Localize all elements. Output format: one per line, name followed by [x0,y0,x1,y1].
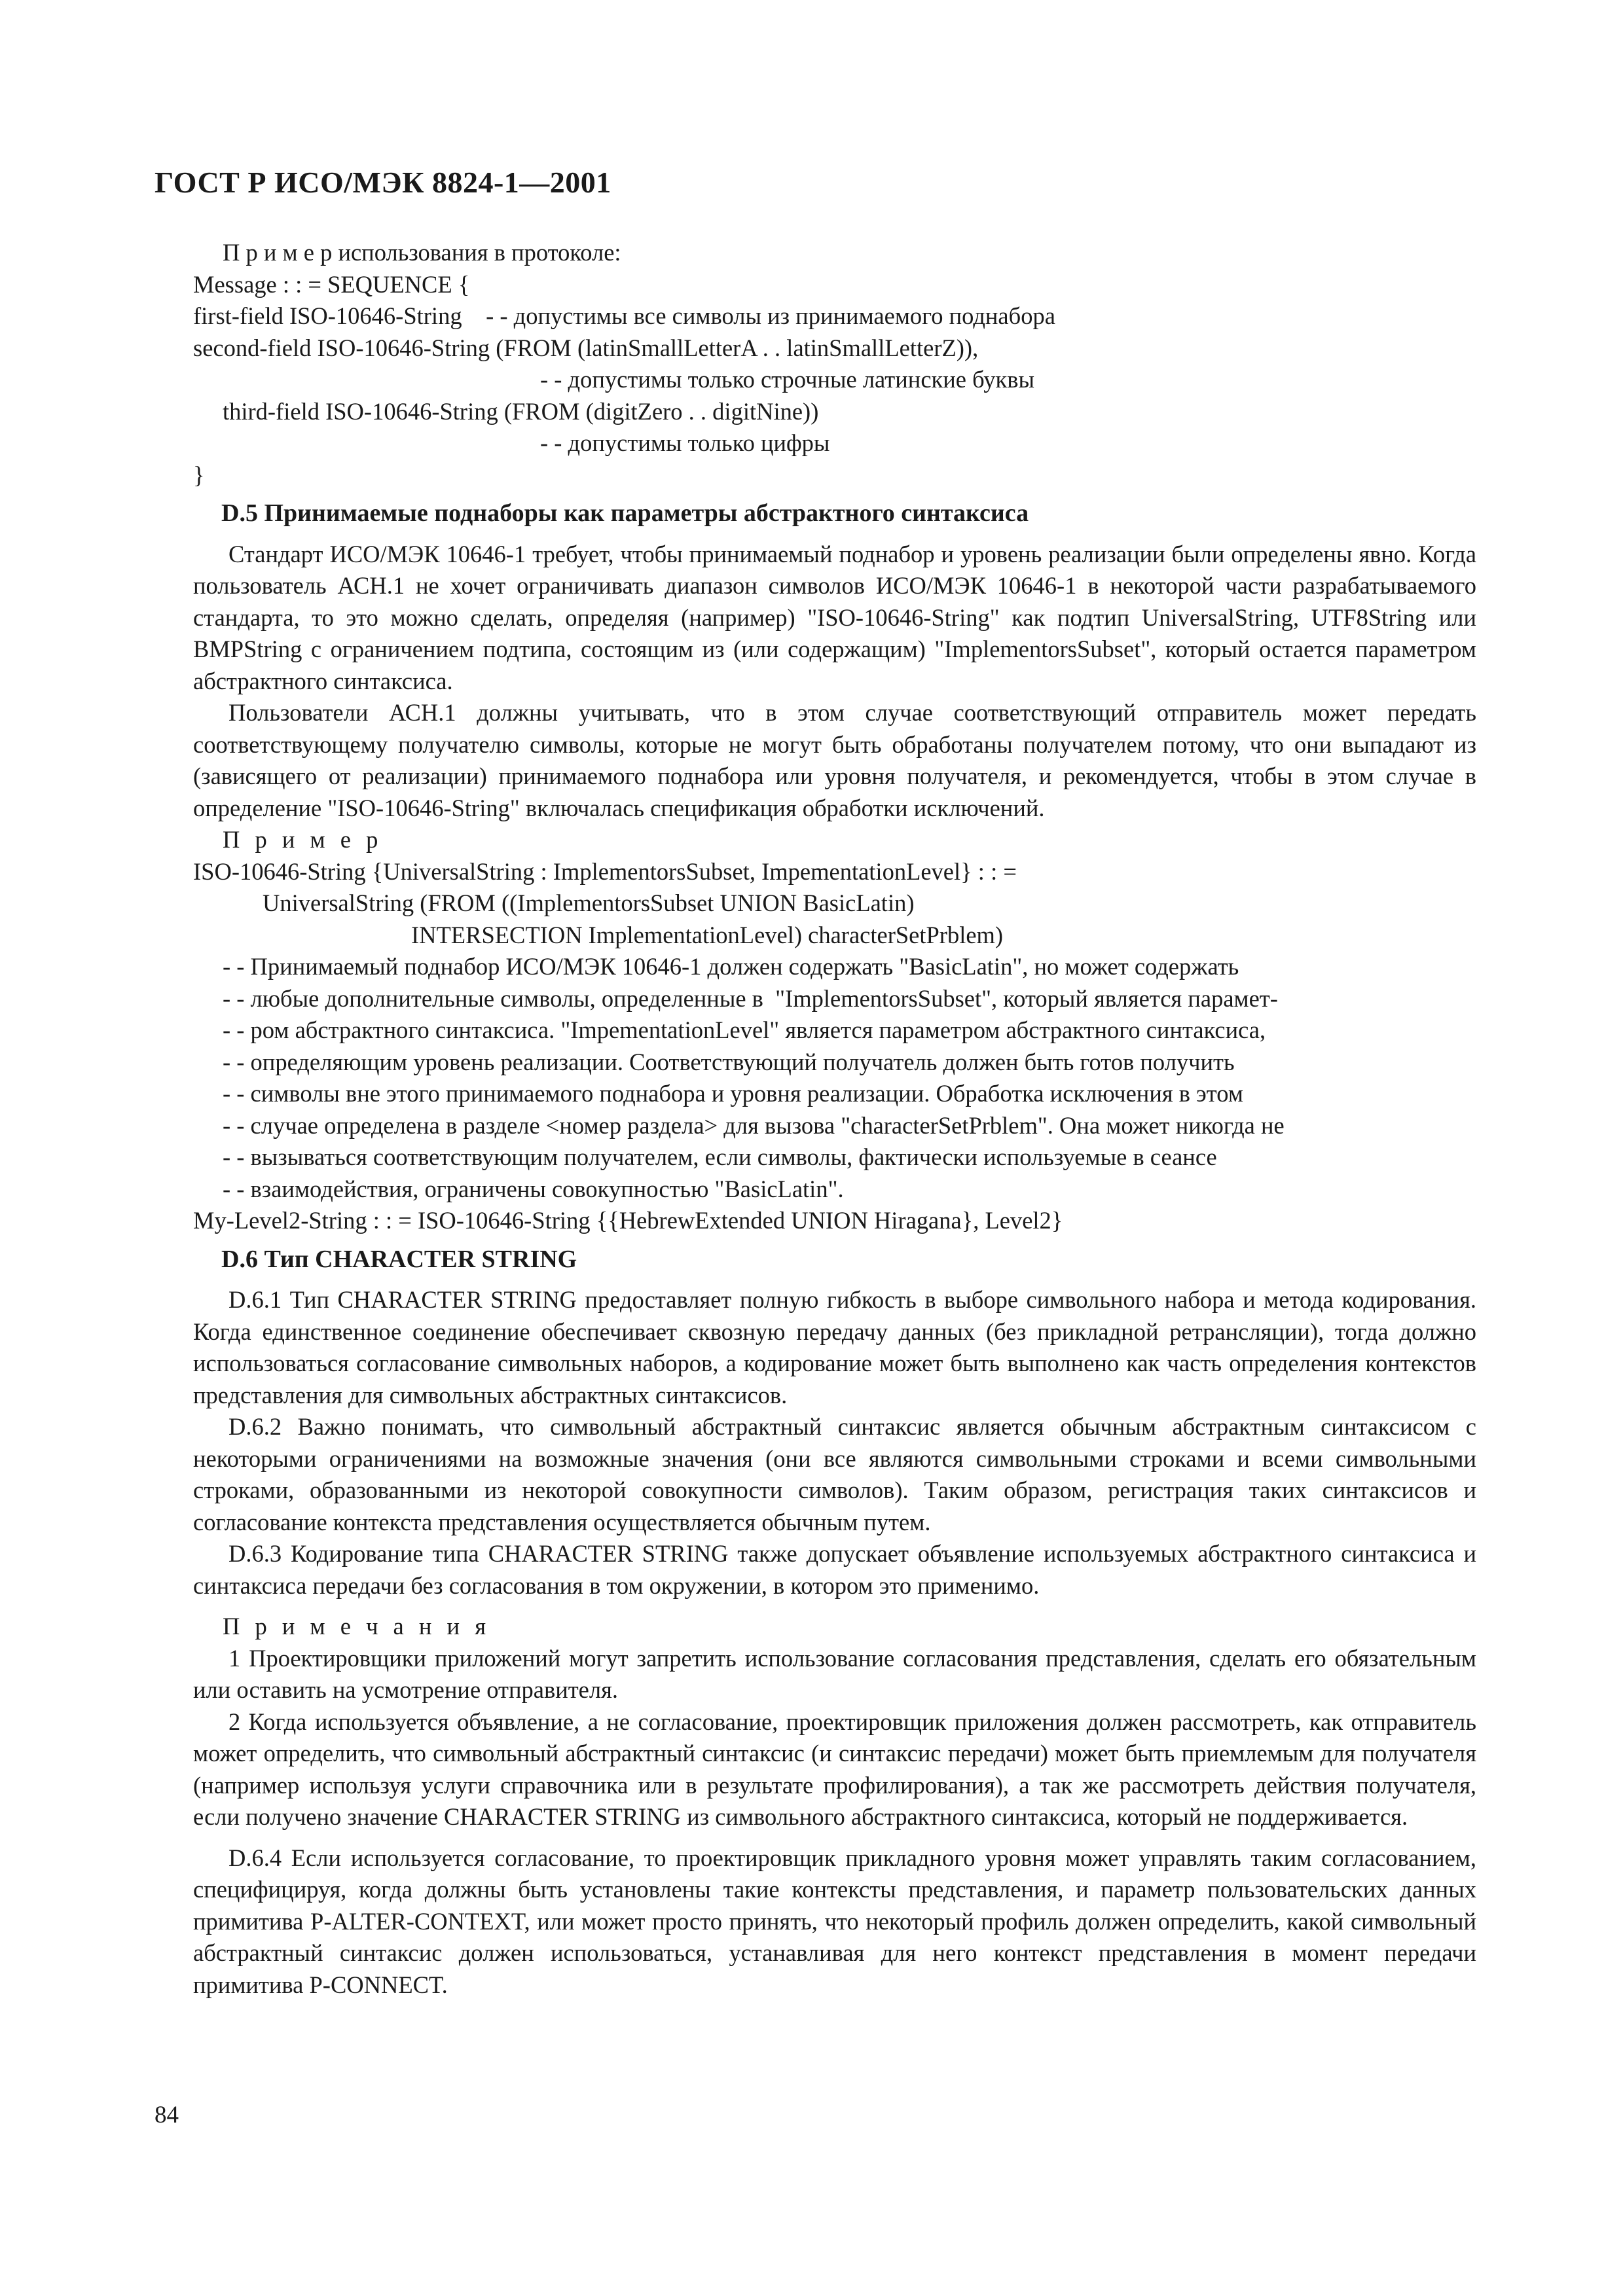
example-label: П р и м е р использования в протоколе: [223,239,621,266]
paragraph: Пользователи АСН.1 должны учитывать, что в этом случае соответствующий отправитель может передать соответствующему получателю символы, которые не могут быть обработаны получателем потому, что они выпадают из (зависящего от реализации) принимаемого поднабора или уровня получателя, и рекомендуется, чтобы в этом случае в определение "ISO-10646-String" включалась спецификация обработки исключений. [193,699,1476,821]
section-heading-d6: D.6 Тип CHARACTER STRING [221,1245,577,1273]
code-line: ISO-10646-String {UniversalString : ImplementorsSubset, ImpementationLevel} : : = [193,857,1017,885]
code-line: third-field ISO-10646-String (FROM (digitZero . . digitNine)) [223,397,819,425]
paragraph: D.6.4 Если используется согласование, то проектировщик прикладного уровня может управлять таким согласованием, специфицируя, когда должны быть установлены такие контексты представления, и параметр пользовательских данных примитива P-ALTER-CONTEXT, или может просто принять, что некоторый профиль должен определить, какой символьный абстрактный синтаксис должен использоваться, устанавливая для него контекст представления в момент передачи примитива P-CONNECT. [193,1844,1476,1998]
code-comment-line: - - случае определена в разделе <номер раздела> для вызова "characterSetPrblem". Она может никогда не [223,1111,1285,1139]
code-comment-line: - - любые дополнительные символы, определенные в "ImplementorsSubset", который является парамет- [223,984,1278,1012]
section-heading-d5: D.5 Принимаемые поднаборы как параметры абстрактного синтаксиса [221,499,1029,527]
code-comment-line: - - ром абстрактного синтаксиса. "ImpementationLevel" является параметром абстрактного синтаксиса, [223,1016,1266,1043]
page-content [193,237,1476,2001]
code-line: Message : : = SEQUENCE { [193,270,470,298]
code-comment-line: - - Принимаемый поднабор ИСО/МЭК 10646-1 должен содержать "BasicLatin", но может содержать [223,953,1239,980]
paragraph: Стандарт ИСО/МЭК 10646-1 требует, чтобы принимаемый поднабор и уровень реализации были определены явно. Когда пользователь АСН.1 не хочет ограничивать диапазон символов ИСО/МЭК 10646-1 в некоторой части разрабатываемого стандарта, то это можно сделать, определяя (например) "ISO-10646-String" как подтип UniversalString, UTF8String или BMPString с ограничением подтипа, состоящим из (или содержащим) "ImplementorsSubset", который остается параметром абстрактного синтаксиса. [193,540,1476,694]
code-comment-line: - - взаимодействия, ограничены совокупностью "BasicLatin". [223,1175,844,1202]
code-line: first-field ISO-10646-String - - допустимы все символы из принимаемого поднабора [193,302,1055,329]
paragraph: D.6.2 Важно понимать, что символьный абстрактный синтаксис является обычным абстрактным синтаксисом с некоторыми ограничениями на возможные значения (они все являются символьными строками и всеми символьными строками, образованными из некоторой совокупности символов). Таким образом, регистрация таких синтаксисов и согласование контекста представления осуществляется обычным путем. [193,1413,1476,1535]
note: 2 Когда используется объявление, а не согласование, проектировщик приложения должен рассмотреть, как отправитель может определить, что символьный абстрактный синтаксис (и синтаксис передачи) может быть приемлемым для получателя (например используя услуги справочника или в результате профилирования), а так же рассмотреть действия получателя, если получено значение CHARACTER STRING из символьного абстрактного синтаксиса, который не поддерживается. [193,1708,1476,1830]
code-line: UniversalString (FROM ((ImplementorsSubset UNION BasicLatin) [263,889,915,916]
code-line: INTERSECTION ImplementationLevel) characterSetPrblem) [411,921,1004,948]
code-line: second-field ISO-10646-String (FROM (latinSmallLetterA . . latinSmallLetterZ)), [193,334,979,361]
page-number: 84 [155,2102,179,2128]
code-comment-line: - - допустимы только цифры [540,429,830,456]
document-header: ГОСТ Р ИСО/МЭК 8824-1—2001 [155,166,611,199]
code-line: } [193,461,205,488]
code-line: My-Level2-String : : = ISO-10646-String {{HebrewExtended UNION Hiragana}, Level2} [193,1207,1063,1234]
code-comment-line: - - допустимы только строчные латинские буквы [540,366,1035,393]
example-label: П р и м е р [223,826,383,853]
code-comment-line: - - определяющим уровень реализации. Соответствующий получатель должен быть готов получить [223,1048,1235,1075]
code-comment-line: - - символы вне этого принимаемого поднабора и уровня реализации. Обработка исключения в этом [223,1080,1243,1107]
paragraph: D.6.1 Тип CHARACTER STRING предоставляет полную гибкость в выборе символьного набора и метода кодирования. Когда единственное соединение обеспечивает сквозную передачу данных (без прикладной ретрансляции), тогда должно использоваться согласование символьных наборов, а кодирование может быть выполнено как часть определения контекстов представления для символьных абстрактных синтаксисов. [193,1286,1476,1408]
notes-label: П р и м е ч а н и я [223,1613,490,1640]
paragraph: D.6.3 Кодирование типа CHARACTER STRING также допускает объявление используемых абстрактного синтаксиса и синтаксиса передачи без согласования в том окружении, в котором это применимо. [193,1540,1476,1599]
example-code-block [193,269,1476,492]
example-code-block [193,856,1476,1237]
code-comment-line: - - вызываться соответствующим получателем, если символы, фактически используемые в сеансе [223,1143,1217,1170]
note: 1 Проектировщики приложений могут запретить использование согласования представления, сделать его обязательным или оставить на усмотрение отправителя. [193,1644,1476,1703]
